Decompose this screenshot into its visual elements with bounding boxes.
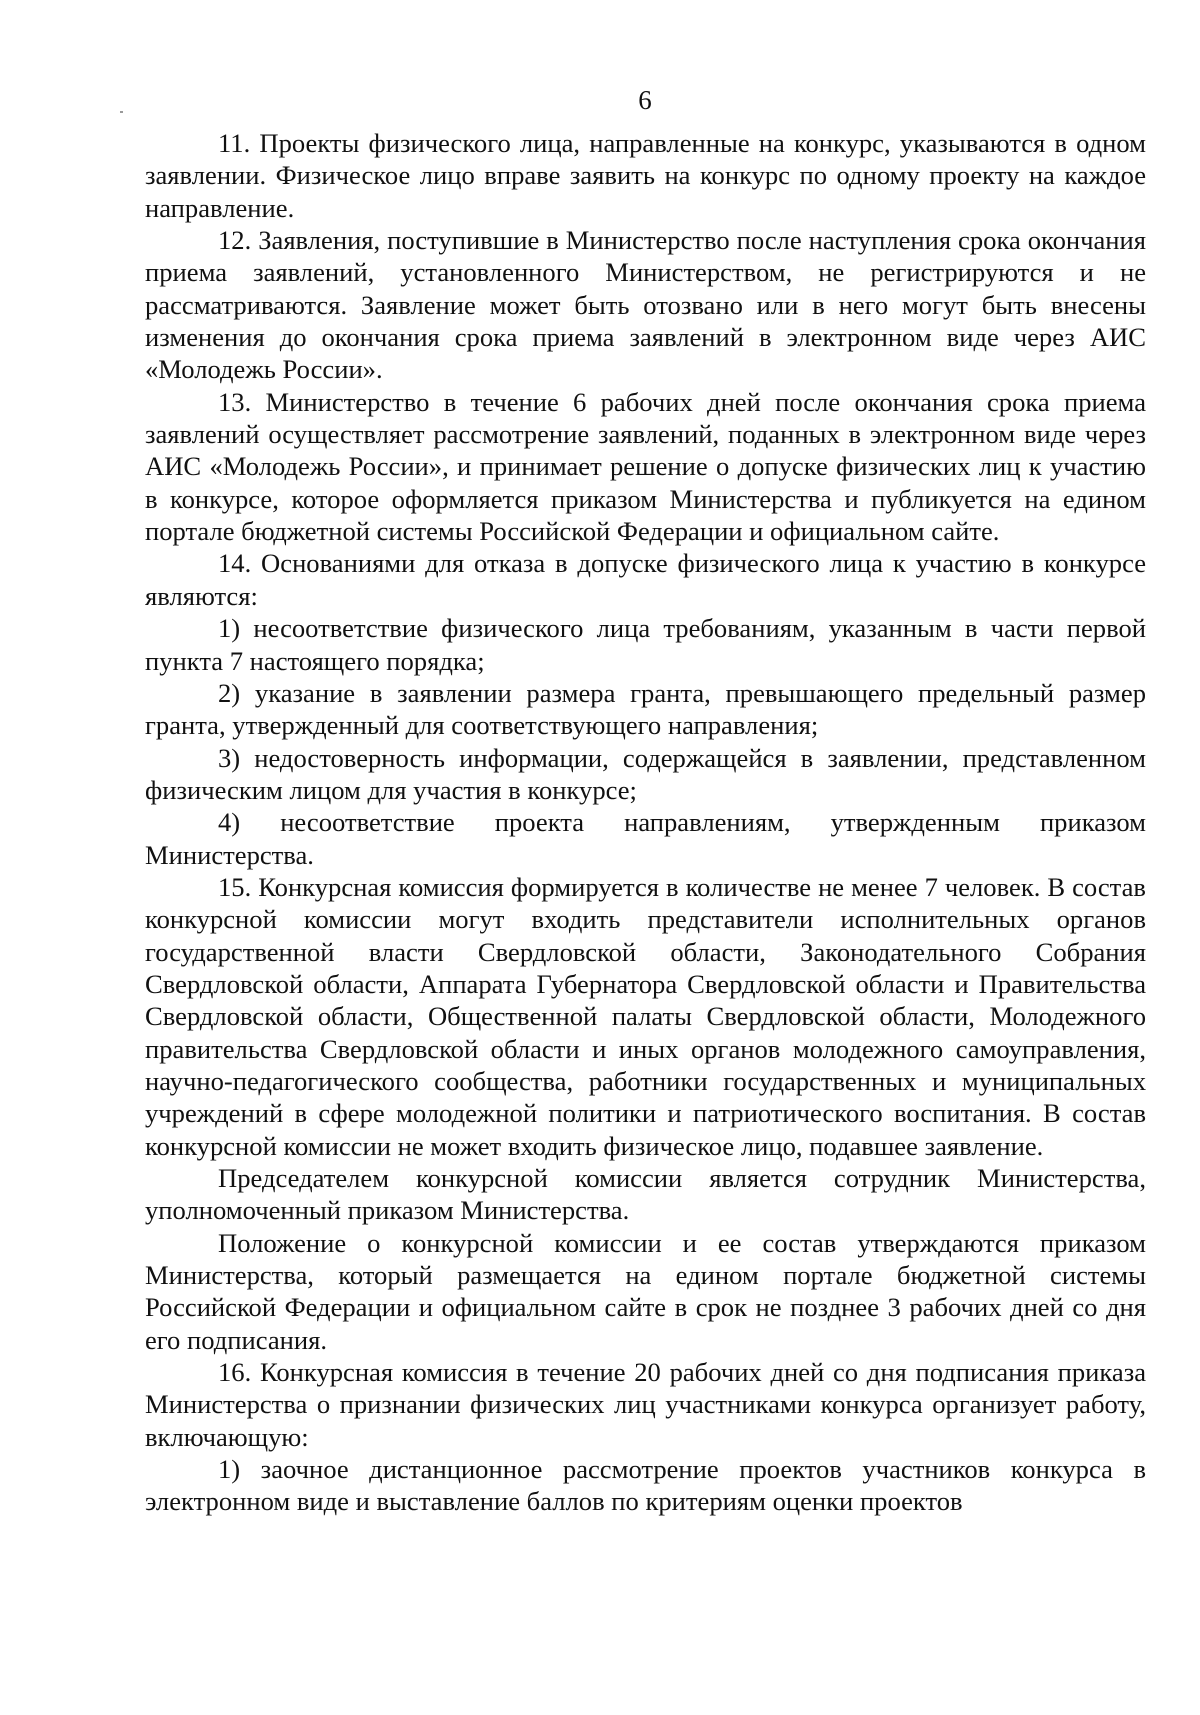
paragraph-15: 15. Конкурсная комиссия формируется в количестве не менее 7 человек. В состав конкурсной комиссии могут входить представители исполнительных органов государственной власти Свердловской области, Законодательного Собрания Свердловской области, Аппарата Губернатора Свердловской области и Правительства Свердловской области, Общественной палаты Свердловской области, Молодежного правительства Свердловской области и иных органов молодежного самоуправления, научно-педагогического сообщества, работники государственных и муниципальных учреждений в сфере молодежной политики и патриотического воспитания. В состав конкурсной комиссии не может входить физическое лицо, подавшее заявление. <box>145 871 1146 1161</box>
paragraph-14-item-4: 4) несоответствие проекта направлениям, утвержденным приказом Министерства. <box>145 807 1146 870</box>
paragraph-11: 11. Проекты физического лица, направленные на конкурс, указываются в одном заявлении. Физическое лицо вправе заявить на конкурс по одному проекту на каждое направление. <box>145 128 1146 223</box>
page-number: 6 <box>638 85 652 115</box>
paragraph-16: 16. Конкурсная комиссия в течение 20 рабочих дней со дня подписания приказа Министерства о признании физических лиц участниками конкурса организует работу, включающую: <box>145 1357 1146 1452</box>
paragraph-14-item-3: 3) недостоверность информации, содержащейся в заявлении, представленном физическим лицом для участия в конкурсе; <box>145 742 1146 805</box>
paragraph-15-chairman: Председателем конкурсной комиссии является сотрудник Министерства, уполномоченный приказом Министерства. <box>145 1163 1146 1226</box>
paragraph-14: 14. Основаниями для отказа в допуске физического лица к участию в конкурсе являются: <box>145 548 1146 611</box>
paragraph-12: 12. Заявления, поступившие в Министерство после наступления срока окончания приема заявлений, установленного Министерством, не регистрируются и не рассматриваются. Заявление может быть отозвано или в него могут быть внесены изменения до окончания срока приема заявлений в электронном виде через АИС «Молодежь России». <box>145 225 1146 385</box>
paragraph-13: 13. Министерство в течение 6 рабочих дней после окончания срока приема заявлений осуществляет рассмотрение заявлений, поданных в электронном виде через АИС «Молодежь России», и принимает решение о допуске физических лиц к участию в конкурсе, которое оформляется приказом Министерства и публикуется на едином портале бюджетной системы Российской Федерации и официальном сайте. <box>145 386 1146 547</box>
paragraph-16-item-1: 1) заочное дистанционное рассмотрение проектов участников конкурса в электронном виде и выставление баллов по критериям оценки проектов <box>145 1454 1146 1517</box>
paragraph-15-regulation: Положение о конкурсной комиссии и ее состав утверждаются приказом Министерства, который размещается на едином портале бюджетной системы Российской Федерации и официальном сайте в срок не позднее 3 рабочих дней со дня его подписания. <box>145 1227 1146 1355</box>
document-body <box>145 127 1146 1518</box>
paragraph-14-item-2: 2) указание в заявлении размера гранта, превышающего предельный размер гранта, утвержденный для соответствующего направления; <box>145 677 1146 741</box>
paragraph-14-item-1: 1) несоответствие физического лица требованиям, указанным в части первой пункта 7 настоящего порядка; <box>145 613 1146 676</box>
